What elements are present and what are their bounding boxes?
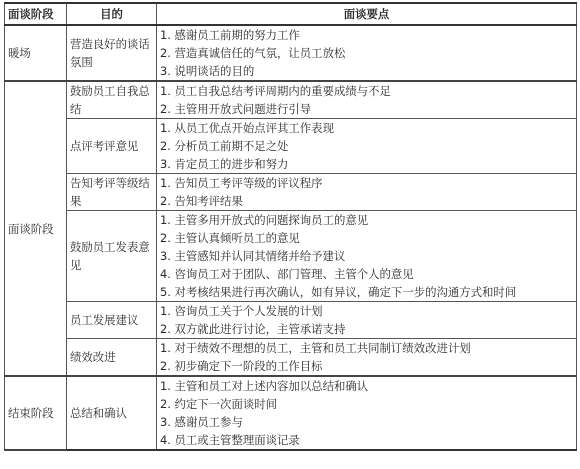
key-point-item: 2. 约定下一次面谈时间 [160, 397, 278, 411]
purpose-cell: 员工发展建议 [67, 302, 157, 339]
key-points-cell [157, 211, 577, 302]
key-points-cell [157, 174, 577, 211]
key-points-cell [157, 339, 577, 377]
key-point-item: 1. 主管多用开放式的问题探询员工的意见 [160, 213, 369, 227]
key-point-item: 1. 告知员工考评等级的评议程序 [160, 176, 323, 190]
key-points-cell [157, 25, 577, 81]
key-point-item: 3. 主管感知并认同其情绪并给予建议 [160, 249, 346, 263]
table-row [5, 174, 577, 211]
purpose-cell: 营造良好的谈话氛围 [67, 25, 157, 81]
key-points-cell [157, 81, 577, 119]
table-row [5, 119, 577, 174]
table-row [5, 302, 577, 339]
key-point-item: 2. 双方就此进行讨论，主管承诺支持 [160, 322, 346, 336]
header-row [5, 3, 577, 25]
table-row [5, 376, 577, 450]
key-point-item: 3. 肯定员工的进步和努力 [160, 157, 289, 171]
key-points-cell [157, 119, 577, 174]
key-point-item: 2. 初步确定下一阶段的工作目标 [160, 359, 323, 373]
key-point-item: 2. 主管认真倾听员工的意见 [160, 231, 300, 245]
table-header [5, 3, 577, 25]
purpose-cell: 告知考评等级结果 [67, 174, 157, 211]
purpose-cell: 鼓励员工发表意见 [67, 211, 157, 302]
purpose-cell: 点评考评意见 [67, 119, 157, 174]
purpose-cell: 总结和确认 [67, 376, 157, 450]
header-purpose: 目的 [67, 3, 157, 25]
key-point-item: 3. 感谢员工参与 [160, 415, 243, 429]
purpose-cell: 绩效改进 [67, 339, 157, 377]
table-row [5, 339, 577, 377]
table-row [5, 25, 577, 81]
table-row [5, 211, 577, 302]
key-point-item: 1. 主管和员工对上述内容加以总结和确认 [160, 379, 369, 393]
key-point-item: 4. 员工或主管整理面谈记录 [160, 433, 300, 447]
stage-cell: 面谈阶段 [5, 81, 67, 376]
table-body [5, 25, 577, 450]
key-points-cell [157, 376, 577, 450]
key-point-item: 3. 说明谈话的目的 [160, 64, 255, 78]
key-point-item: 1. 感谢员工前期的努力工作 [160, 28, 300, 42]
header-key-points: 面谈要点 [157, 3, 577, 25]
key-point-item: 4. 咨询员工对于团队、部门管理、主管个人的意见 [160, 267, 414, 281]
key-point-item: 2. 主管用开放式问题进行引导 [160, 102, 312, 116]
key-point-item: 1. 从员工优点开始点评其工作表现 [160, 121, 334, 135]
key-point-item: 2. 分析员工前期不足之处 [160, 139, 289, 153]
key-point-item: 2. 营造真诚信任的气氛，让员工放松 [160, 46, 346, 60]
key-point-item: 5. 对考核结果进行再次确认，如有异议，确定下一步的沟通方式和时间 [160, 285, 517, 299]
interview-stages-table [4, 2, 577, 451]
key-point-item: 1. 员工自我总结考评周期内的重要成绩与不足 [160, 84, 391, 98]
purpose-cell: 鼓励员工自我总结 [67, 81, 157, 119]
key-point-item: 1. 对于绩效不理想的员工，主管和员工共同制订绩效改进计划 [160, 341, 471, 355]
stage-cell: 结束阶段 [5, 376, 67, 450]
key-point-item: 2. 告知考评结果 [160, 194, 243, 208]
stage-cell: 暖场 [5, 25, 67, 81]
table-row [5, 81, 577, 119]
key-points-cell [157, 302, 577, 339]
key-point-item: 1. 咨询员工关于个人发展的计划 [160, 304, 323, 318]
header-stage: 面谈阶段 [5, 3, 67, 25]
